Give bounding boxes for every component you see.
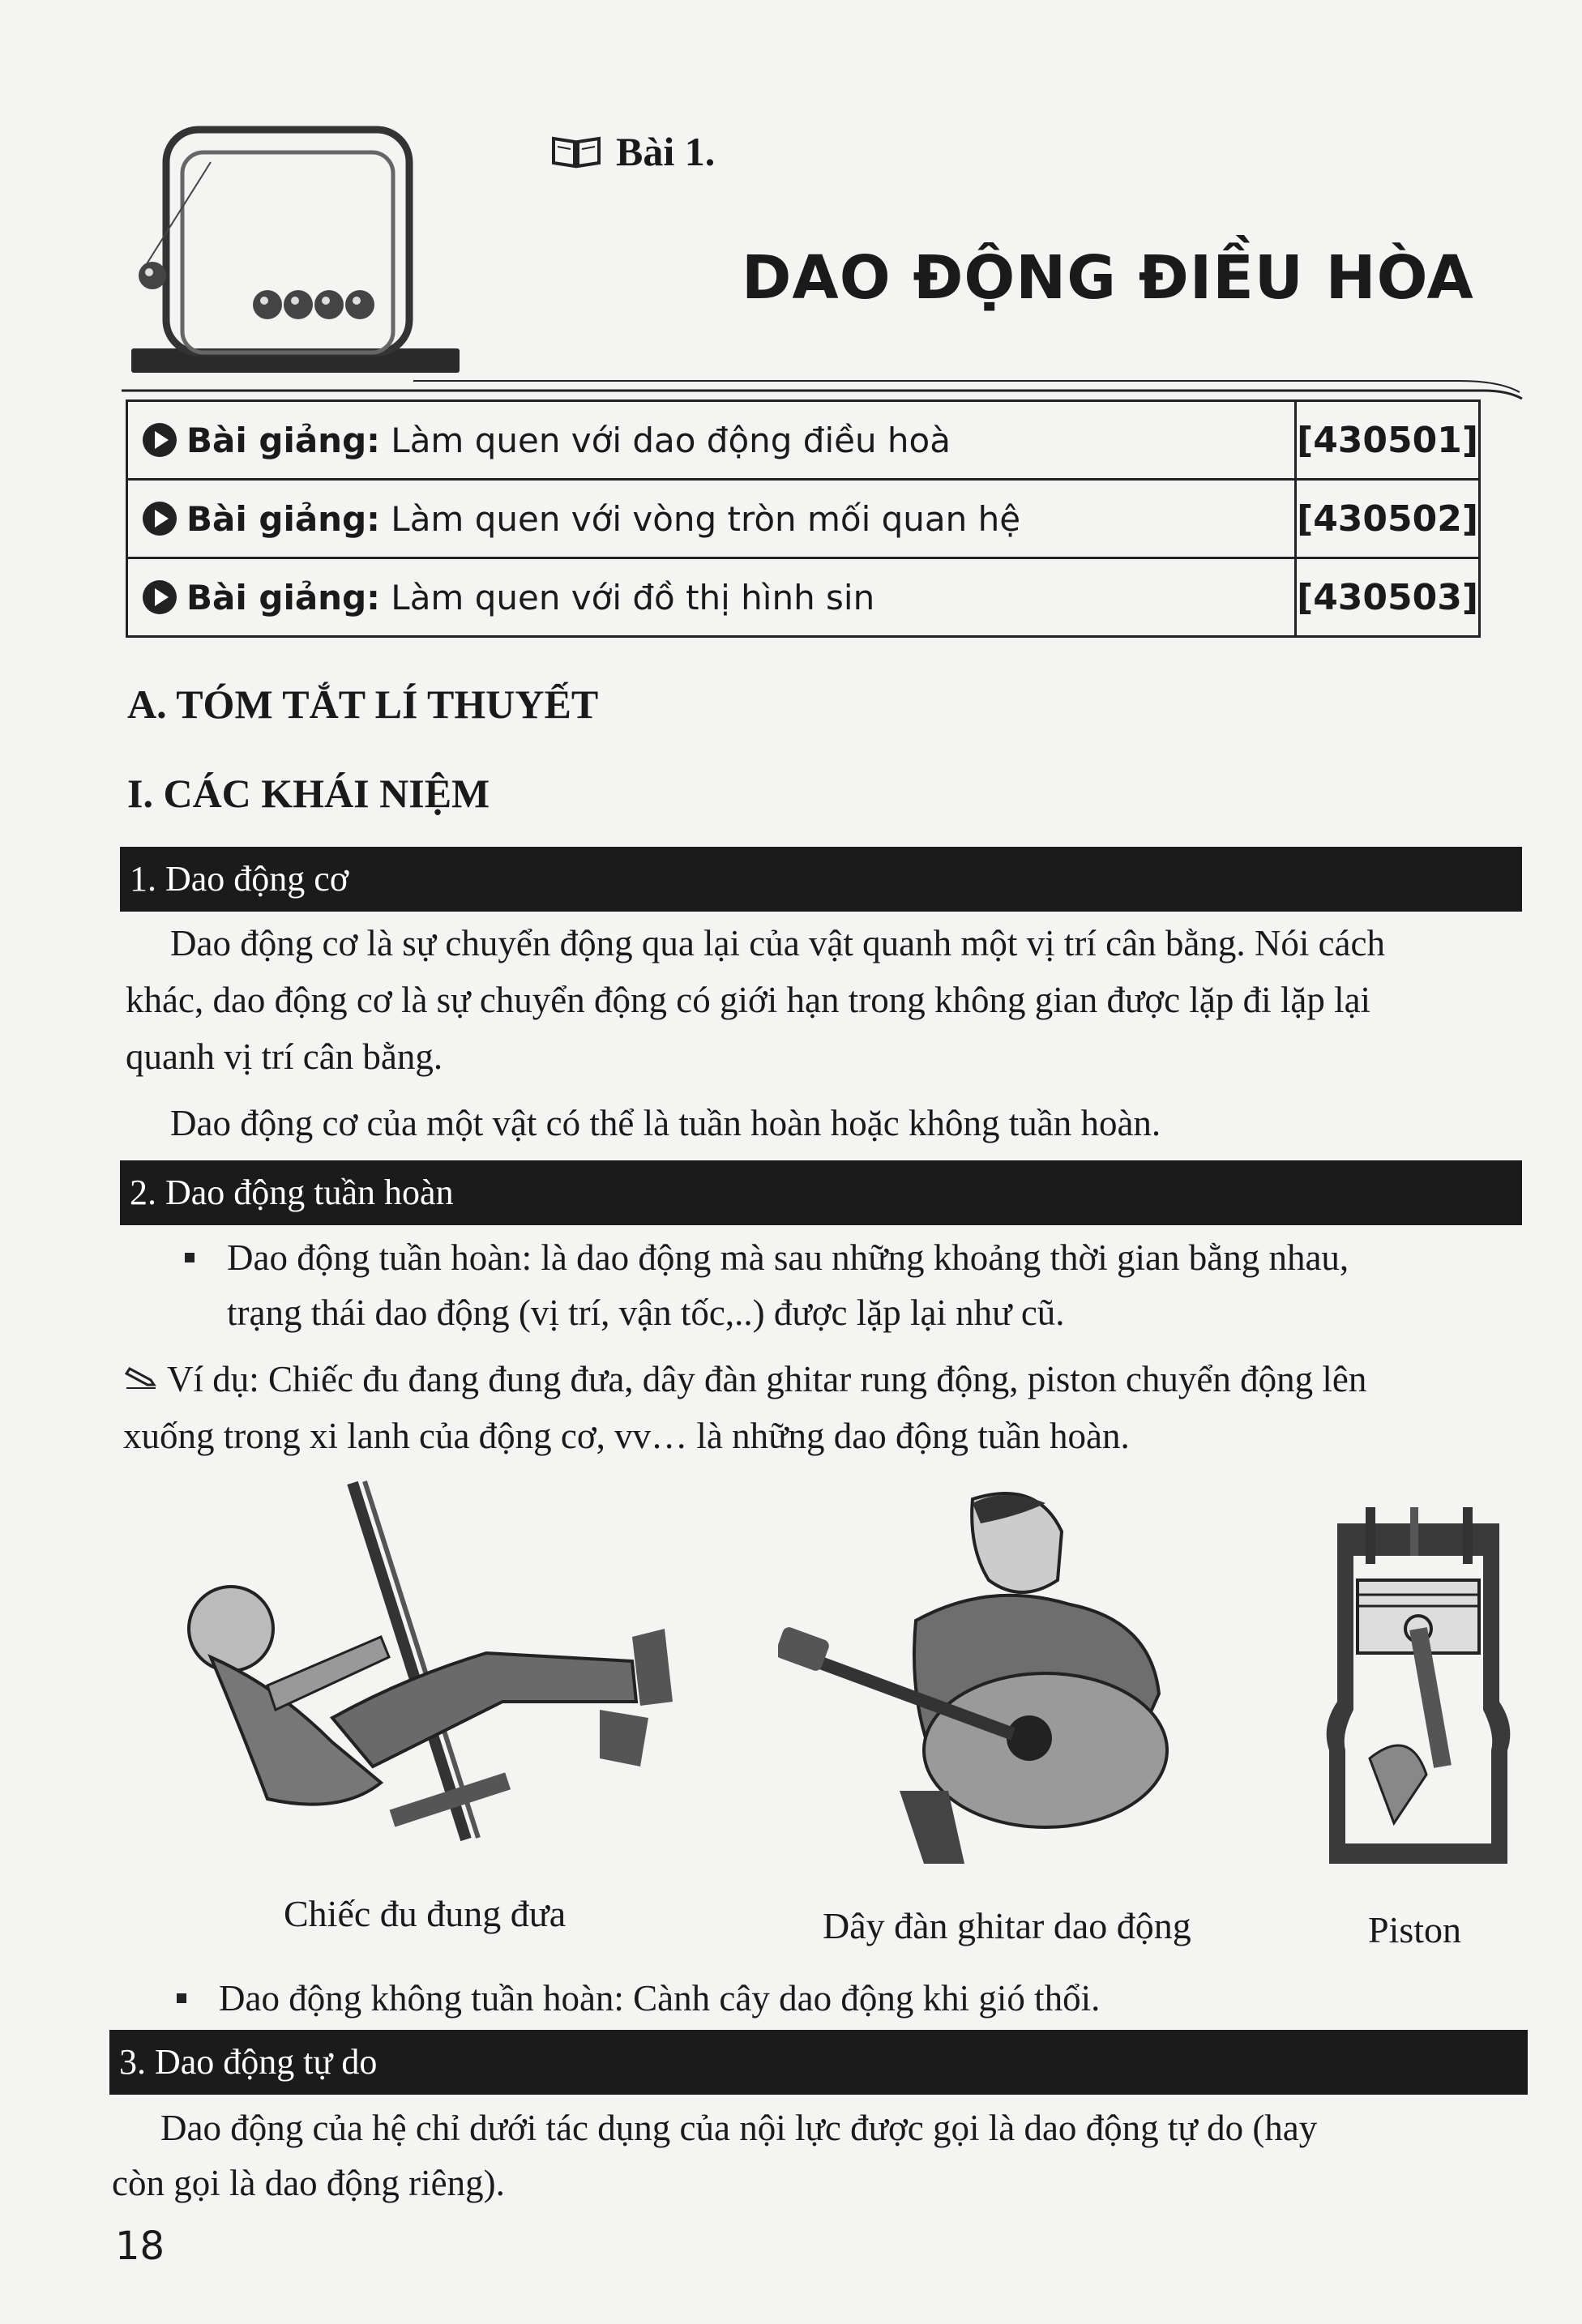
subsection-1-bar: 1. Dao động cơ — [120, 847, 1522, 912]
s2-example-text1: Ví dụ: Chiếc đu đang đung đưa, dây đàn ghitar rung động, piston chuyển động lên — [167, 1359, 1367, 1399]
bullet-square-icon — [185, 1253, 195, 1262]
lecture-code: [430503] — [1296, 558, 1480, 637]
lesson-number — [551, 128, 715, 175]
lecture-row[interactable] — [127, 480, 1480, 558]
lecture-label: Bài giảng: — [186, 498, 380, 539]
bullet-square-icon — [177, 1993, 186, 2003]
section-i-heading: I. CÁC KHÁI NIỆM — [127, 771, 490, 816]
lecture-code: [430502] — [1296, 480, 1480, 558]
caption-guitar: Dây đàn ghitar dao động — [823, 1905, 1191, 1946]
book-icon — [551, 134, 601, 169]
s2-bullet1-line2: trạng thái dao động (vị trí, vận tốc,..) được lặp lại như cũ. — [227, 1292, 1065, 1333]
piston-illustration — [1321, 1507, 1516, 1864]
lecture-code: [430501] — [1296, 401, 1480, 480]
caption-piston: Piston — [1368, 1909, 1462, 1950]
caption-swing: Chiếc đu đung đưa — [284, 1893, 567, 1934]
s1-para1-line1: Dao động cơ là sự chuyển động qua lại của vật quanh một vị trí cân bằng. Nói cách — [170, 923, 1385, 963]
swing-illustration — [146, 1475, 681, 1864]
subsection-3-bar: 3. Dao động tự do — [109, 2030, 1528, 2095]
lecture-title: Làm quen với đồ thị hình sin — [391, 577, 875, 617]
s1-para1-line2: khác, dao động cơ là sự chuyển động có giới hạn trong không gian được lặp đi lặp lại — [126, 980, 1371, 1020]
s2-example-line1 — [123, 1352, 1366, 1407]
s1-para1-line3: quanh vị trí cân bằng. — [126, 1036, 443, 1077]
s3-para-line1: Dao động của hệ chỉ dưới tác dụng của nội lực được gọi là dao động tự do (hay — [160, 2108, 1318, 2148]
section-a-heading: A. TÓM TẮT LÍ THUYẾT — [127, 681, 599, 727]
s1-para2: Dao động cơ của một vật có thể là tuần hoàn hoặc không tuần hoàn. — [170, 1103, 1161, 1143]
s2-bullet2-text: Dao động không tuần hoàn: Cành cây dao động khi gió thổi. — [219, 1978, 1101, 2019]
lecture-row[interactable] — [127, 401, 1480, 480]
play-icon[interactable] — [143, 423, 177, 457]
lecture-row[interactable] — [127, 558, 1480, 637]
lecture-title: Làm quen với vòng tròn mối quan hệ — [391, 498, 1021, 539]
play-icon[interactable] — [143, 580, 177, 614]
subsection-2-bar: 2. Dao động tuần hoàn — [120, 1160, 1522, 1225]
lesson-number-text: Bài 1. — [616, 129, 716, 174]
play-icon[interactable] — [143, 502, 177, 536]
lesson-title: DAO ĐỘNG ĐIỀU HÒA — [742, 243, 1474, 313]
lecture-title: Làm quen với dao động điều hoà — [391, 420, 951, 460]
pencil-icon — [123, 1367, 159, 1391]
s3-para-line2: còn gọi là dao động riêng). — [112, 2163, 505, 2203]
s2-bullet-nonperiodic — [177, 1971, 1100, 2026]
page-number: 18 — [115, 2224, 165, 2269]
newtons-cradle-illustration — [130, 113, 470, 381]
s2-example-line2: xuống trong xi lanh của động cơ, vv… là những dao động tuần hoàn. — [123, 1416, 1130, 1456]
guitar-player-illustration — [778, 1483, 1216, 1864]
s2-bullet1-line1: Dao động tuần hoàn: là dao động mà sau những khoảng thời gian bằng nhau, — [227, 1237, 1349, 1278]
lecture-table — [126, 399, 1481, 638]
lecture-label: Bài giảng: — [186, 420, 380, 460]
s2-bullet-periodic — [185, 1230, 1349, 1340]
lecture-label: Bài giảng: — [186, 577, 380, 617]
